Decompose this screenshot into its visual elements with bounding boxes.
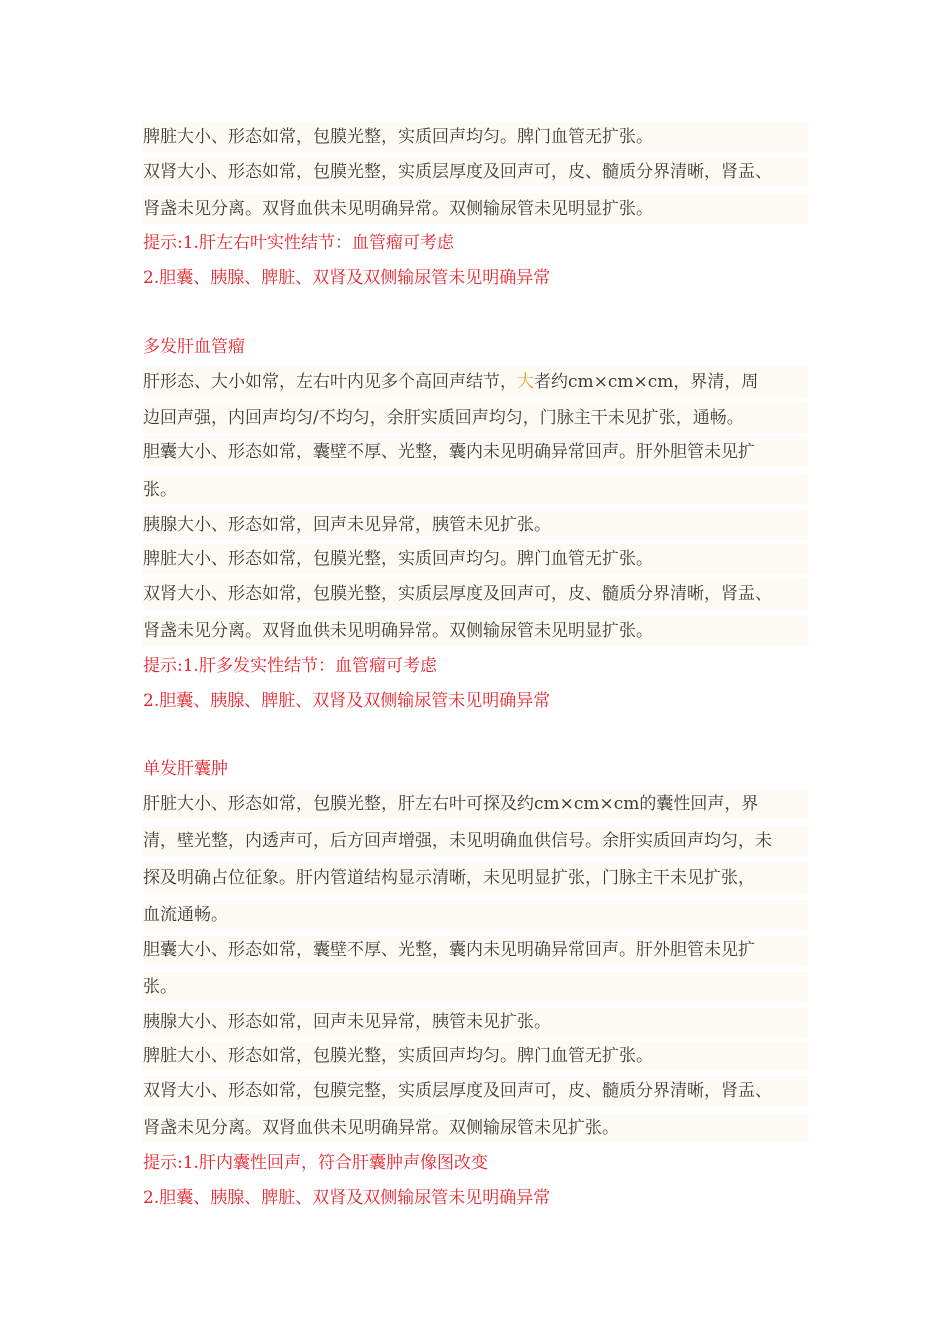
highlight-char: 大	[517, 372, 534, 392]
hint-line-2: 2.胆囊、胰腺、脾脏、双肾及双侧输尿管未见明确异常	[143, 1188, 551, 1208]
report-line: 肾盏未见分离。双肾血供未见明确异常。双侧输尿管未见扩张。	[143, 1113, 808, 1143]
report-line: 探及明确占位征象。肝内管道结构显示清晰，未见明显扩张，门脉主干未见扩张，	[143, 863, 808, 893]
report-line: 双肾大小、形态如常，包膜完整，实质层厚度及回声可，皮、髓质分界清晰，肾盂、	[143, 1076, 808, 1106]
report-line: 张。	[143, 475, 808, 505]
report-line: 张。	[143, 972, 808, 1002]
hint-line-2: 2.胆囊、胰腺、脾脏、双肾及双侧输尿管未见明确异常	[143, 691, 551, 711]
hint-line-1: 提示:1.肝多发实性结节：血管瘤可考虑	[143, 656, 437, 676]
section-title: 多发肝血管瘤	[143, 337, 245, 357]
report-line: 脾脏大小、形态如常，包膜光整，实质回声均匀。脾门血管无扩张。	[143, 544, 808, 574]
report-line: 清，壁光整，内透声可，后方回声增强，未见明确血供信号。余肝实质回声均匀，未	[143, 826, 808, 856]
section-title: 单发肝囊肿	[143, 759, 228, 779]
report-line: 肝脏大小、形态如常，包膜光整，肝左右叶可探及约cm×cm×cm的囊性回声，界	[143, 789, 808, 819]
hint-line-2: 2.胆囊、胰腺、脾脏、双肾及双侧输尿管未见明确异常	[143, 268, 551, 288]
report-line: 双肾大小、形态如常，包膜光整，实质层厚度及回声可，皮、髓质分界清晰，肾盂、	[143, 579, 808, 609]
report-line: 肾盏未见分离。双肾血供未见明确异常。双侧输尿管未见明显扩张。	[143, 194, 808, 224]
report-line: 双肾大小、形态如常，包膜光整，实质层厚度及回声可，皮、髓质分界清晰，肾盂、	[143, 157, 808, 187]
report-line: 胰腺大小、形态如常，回声未见异常，胰管未见扩张。	[143, 510, 808, 540]
report-line: 脾脏大小、形态如常，包膜光整，实质回声均匀。脾门血管无扩张。	[143, 1041, 808, 1071]
report-text: 者约cm×cm×cm，界清，周	[534, 372, 759, 392]
report-line: 血流通畅。	[143, 900, 808, 930]
report-line: 胰腺大小、形态如常，回声未见异常，胰管未见扩张。	[143, 1007, 808, 1037]
report-text: 肝形态、大小如常，左右叶内见多个高回声结节，	[143, 372, 517, 392]
report-line: 边回声强，内回声均匀/不均匀，余肝实质回声均匀，门脉主干未见扩张，通畅。	[143, 403, 808, 433]
report-line: 胆囊大小、形态如常，囊壁不厚、光整，囊内未见明确异常回声。肝外胆管未见扩	[143, 935, 808, 965]
hint-line-1: 提示:1.肝内囊性回声，符合肝囊肿声像图改变	[143, 1153, 488, 1173]
report-line	[143, 367, 808, 397]
report-line: 肾盏未见分离。双肾血供未见明确异常。双侧输尿管未见明显扩张。	[143, 616, 808, 646]
report-line: 脾脏大小、形态如常，包膜光整，实质回声均匀。脾门血管无扩张。	[143, 122, 808, 152]
hint-line-1: 提示:1.肝左右叶实性结节：血管瘤可考虑	[143, 233, 454, 253]
report-line: 胆囊大小、形态如常，囊壁不厚、光整，囊内未见明确异常回声。肝外胆管未见扩	[143, 437, 808, 467]
